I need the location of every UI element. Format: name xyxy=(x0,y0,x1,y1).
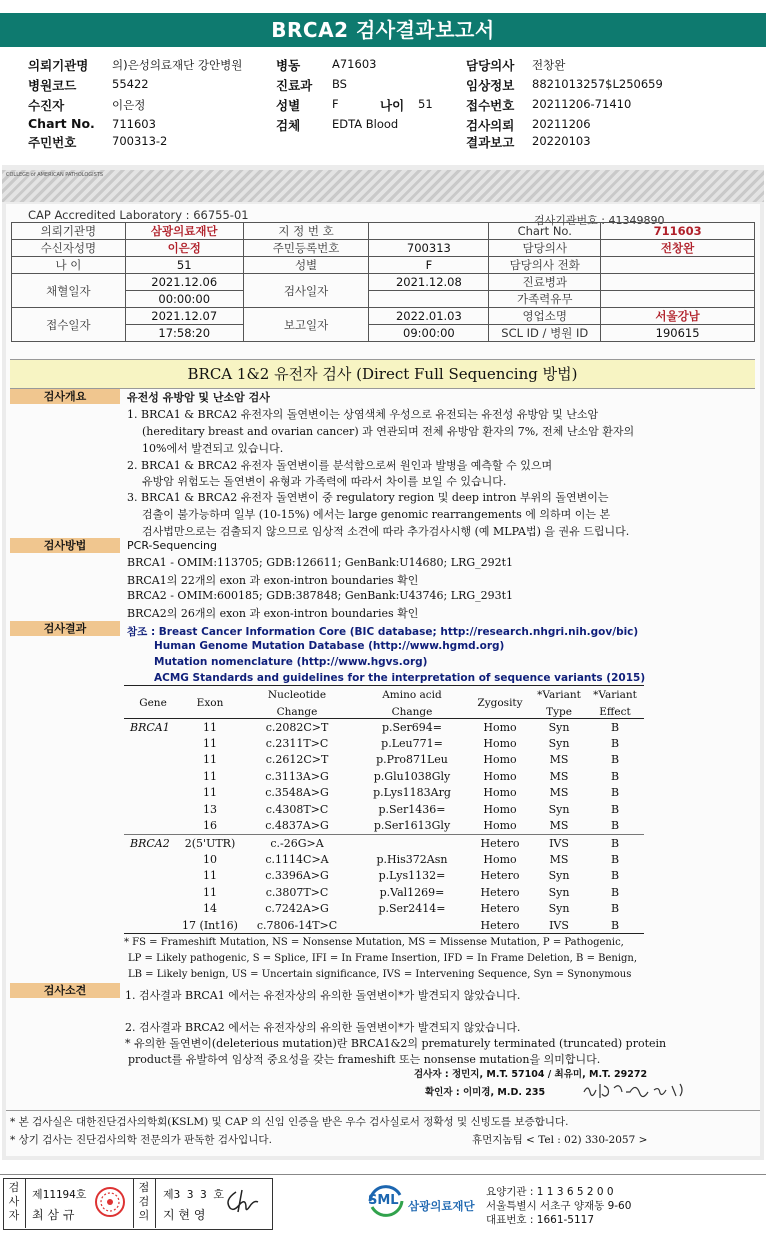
reference-line: ACMG Standards and guidelines for the interpretation of sequence variants (2015) xyxy=(154,672,646,684)
col-amino-acid: Amino acid xyxy=(382,689,442,702)
variant-row xyxy=(124,752,644,768)
cell-variant-effect: B xyxy=(610,753,620,767)
col-variant-effect: *Variant xyxy=(593,689,637,702)
age-label: 나이 xyxy=(380,98,405,113)
recipient-value: 이은정 xyxy=(112,98,146,112)
assay-title: BRCA 1&2 유전자 검사 (Direct Full Sequencing 방법) xyxy=(10,359,755,389)
cell-variant-effect: B xyxy=(610,836,620,850)
collect-time: 00:00:00 xyxy=(125,291,243,308)
variant-row xyxy=(124,884,644,900)
inst-value: 삼광의료재단 xyxy=(125,223,243,240)
ward-label: 병동 xyxy=(276,58,301,73)
cell-nucleotide-change: c.4308T>C xyxy=(265,802,329,816)
reference-line: Human Genome Mutation Database (http://www.hgmd.org) xyxy=(154,640,505,652)
cell-amino-acid-change: p.Ser1613Gly xyxy=(373,819,451,833)
sex-value: F xyxy=(332,97,339,111)
table-top-rule xyxy=(124,685,644,686)
variant-row xyxy=(124,917,644,933)
tester-label: 검사자 xyxy=(8,1181,20,1222)
specimen-label: 검체 xyxy=(276,118,301,133)
overview-line: 유방암 위험도는 돌연변이 유형과 가족력에 따라서 차이를 보일 수 있습니다. xyxy=(142,475,507,488)
collect-label: 채혈일자 xyxy=(12,274,126,308)
cell-amino-acid-change: p.Ser1436= xyxy=(378,802,446,816)
overview-line: 검출이 불가능하며 일부 (10-15%) 에서는 large genomic rearrangements 에 의하며 이는 본 xyxy=(142,508,611,521)
test-date: 2021.12.08 xyxy=(369,274,489,291)
info-age-label: 나 이 xyxy=(12,257,126,274)
variant-row xyxy=(124,785,644,801)
patient-info-table xyxy=(11,222,755,342)
cell-amino-acid-change: p.Lys1183Arg xyxy=(373,786,451,800)
org-name: 삼광의료재단 xyxy=(408,1199,475,1213)
finding-note: product를 유발하여 임상적 중요성을 갖는 frameshift 또는 nonsense mutation을 의미합니다. xyxy=(128,1053,601,1066)
cell-variant-type: Syn xyxy=(548,902,570,916)
cell-exon: 11 xyxy=(203,885,217,899)
doctor-phone-value xyxy=(601,257,755,274)
overview-heading: 유전성 유방암 및 난소암 검사 xyxy=(127,391,270,404)
reference-line: Mutation nomenclature (http://www.hgvs.org) xyxy=(154,656,428,668)
reference-line: 참조 : Breast Cancer Information Core (BIC database; http://research.nhgri.nih.gov/bic) xyxy=(127,626,639,638)
variant-row xyxy=(124,801,644,817)
cell-variant-type: Syn xyxy=(548,869,570,883)
certification-note: * 본 검사실은 대한진단검사의학회(KSLM) 및 CAP 의 신임 인증을 받은 우수 검사실로서 정확성 및 신빙도를 보증합니다. xyxy=(10,1116,569,1128)
cell-exon: 16 xyxy=(203,819,217,833)
cell-variant-effect: B xyxy=(610,769,620,783)
info-rrn-value: 700313 xyxy=(369,240,489,257)
info-sex-label: 성별 xyxy=(243,257,369,274)
cell-amino-acid-change: p.Lys1132= xyxy=(378,869,446,883)
cell-nucleotide-change: c.1114C>A xyxy=(265,853,329,867)
checker-number: 제3 3 3 호 xyxy=(163,1188,224,1201)
cell-gene xyxy=(124,801,182,817)
cell-variant-type: Syn xyxy=(548,737,570,751)
designated-label: 지 정 번 호 xyxy=(243,223,369,240)
cell-nucleotide-change: c.3113A>G xyxy=(265,769,329,783)
col-variant-type-sub: Type xyxy=(546,705,572,718)
cell-exon: 17 (Int16) xyxy=(182,918,238,932)
cell-variant-type: MS xyxy=(549,753,569,767)
cell-nucleotide-change: c.2082C>T xyxy=(265,720,329,734)
cell-gene: BRCA1 xyxy=(130,720,170,734)
cell-nucleotide-change: c.2311T>C xyxy=(265,737,329,751)
cell-gene: BRCA2 xyxy=(130,836,170,850)
cell-exon: 11 xyxy=(203,786,217,800)
cell-zygosity: Homo xyxy=(483,786,517,800)
family-value xyxy=(601,291,755,308)
dept-value: BS xyxy=(332,77,347,91)
result-value: 20220103 xyxy=(532,134,591,148)
hospital-label: 의뢰기관명 xyxy=(28,58,89,73)
reading-note: * 상기 검사는 진단검사의학 전문의가 판독한 검사입니다. xyxy=(10,1134,272,1146)
team-contact: 휴먼지놈팀 < Tel : 02) 330-2057 > xyxy=(472,1134,648,1146)
chart-value: 711603 xyxy=(112,117,156,131)
variant-row xyxy=(124,768,644,784)
tester-number: 제11194호 xyxy=(32,1188,87,1201)
method-heading: PCR-Sequencing xyxy=(127,539,217,552)
scl-label: SCL ID / 병원 ID xyxy=(489,325,601,342)
cap-accreditation: CAP Accredited Laboratory : 66755-01 xyxy=(28,208,249,222)
family-label: 가족력유무 xyxy=(489,291,601,308)
checker-name: 지 현 영 xyxy=(163,1208,206,1222)
col-amino-acid-sub: Change xyxy=(391,705,433,718)
cell-gene xyxy=(124,817,182,833)
cell-gene xyxy=(124,884,182,900)
cell-gene xyxy=(124,768,182,784)
box-divider xyxy=(25,1178,26,1228)
method-line: BRCA2 - OMIM:600185; GDB:387848; GenBank:U43746; LRG_293t1 xyxy=(127,589,514,602)
cell-zygosity: Hetero xyxy=(480,885,520,899)
tested-by: 검사자 : 정민지, M.T. 57104 / 최유미, M.T. 29272 xyxy=(414,1069,648,1080)
overview-line: 2. BRCA1 & BRCA2 유전자 돌연변이를 분석함으로써 원인과 발병을 예측할 수 있으며 xyxy=(127,459,553,472)
cell-nucleotide-change: c.7242A>G xyxy=(265,902,329,916)
org-code: 요양기관 : 1 1 3 6 5 2 0 0 xyxy=(486,1186,614,1198)
overview-label: 검사개요 xyxy=(10,389,120,404)
table-bottom-rule xyxy=(124,933,644,934)
findings-label: 검사소견 xyxy=(10,983,120,998)
cell-exon: 11 xyxy=(203,769,217,783)
recipient-label: 수진자 xyxy=(28,98,65,113)
report-time: 09:00:00 xyxy=(369,325,489,342)
cap-banner-stripe xyxy=(2,170,764,202)
ward-value: A71603 xyxy=(332,57,377,71)
certification-rule xyxy=(6,1110,760,1111)
cell-nucleotide-change: c.7806-14T>C xyxy=(256,918,338,932)
cell-exon: 11 xyxy=(203,869,217,883)
cell-nucleotide-change: c.3548A>G xyxy=(265,786,329,800)
info-doctor-value: 전창완 xyxy=(601,240,755,257)
cell-zygosity: Homo xyxy=(483,853,517,867)
name-value: 이은정 xyxy=(125,240,243,257)
logo-text: SML xyxy=(368,1193,399,1208)
col-variant-type: *Variant xyxy=(537,689,581,702)
brca1-variant-table xyxy=(124,719,644,834)
cell-zygosity: Homo xyxy=(483,819,517,833)
request-value: 20211206 xyxy=(532,117,591,131)
cell-amino-acid-change xyxy=(356,835,468,851)
variant-row xyxy=(124,851,644,867)
variant-row xyxy=(124,835,644,851)
cell-zygosity: Homo xyxy=(483,753,517,767)
overview-line: 1. BRCA1 & BRCA2 유전자의 돌연변이는 상염색체 우성으로 유전되는 유전성 유방암 및 난소암 xyxy=(127,408,599,421)
org-phone: 대표번호 : 1661-5117 xyxy=(486,1214,595,1226)
clinical-value: 8821013257$L250659 xyxy=(532,77,663,91)
cell-gene xyxy=(124,785,182,801)
confirmed-by: 확인자 : 이미경, M.D. 235 xyxy=(425,1087,546,1098)
confirmer-signature-icon xyxy=(580,1078,698,1102)
receipt-label: 접수번호 xyxy=(466,98,515,113)
cell-variant-effect: B xyxy=(610,802,620,816)
cell-gene xyxy=(124,868,182,884)
cell-exon: 14 xyxy=(203,902,217,916)
cell-gene xyxy=(124,917,182,933)
cell-variant-effect: B xyxy=(610,885,620,899)
footnote-line: LB = Likely benign, US = Uncertain significance, IVS = Intervening Sequence, Syn = Synonymous xyxy=(128,969,632,980)
info-age-value: 51 xyxy=(125,257,243,274)
cell-variant-type: Syn xyxy=(548,720,570,734)
receipt-value: 20211206-71410 xyxy=(532,97,632,111)
sex-label: 성별 xyxy=(276,98,301,113)
cell-gene xyxy=(124,752,182,768)
brca2-variant-table xyxy=(124,835,644,933)
cell-nucleotide-change: c.3807T>C xyxy=(265,885,329,899)
cell-exon: 11 xyxy=(203,753,217,767)
cell-nucleotide-change: c.2612C>T xyxy=(265,753,329,767)
report-date: 2022.01.03 xyxy=(369,308,489,325)
dept-label: 진료과 xyxy=(276,78,313,93)
cell-variant-type: IVS xyxy=(549,836,569,850)
col-nucleotide: Nucleotide xyxy=(267,689,327,702)
box-divider xyxy=(133,1178,134,1228)
cell-variant-type: MS xyxy=(549,853,569,867)
cell-zygosity: Hetero xyxy=(480,902,520,916)
cell-zygosity: Hetero xyxy=(480,869,520,883)
age-value: 51 xyxy=(418,97,433,111)
doctor-label: 담당의사 xyxy=(466,58,515,73)
cell-zygosity: Homo xyxy=(483,802,517,816)
dept-label-info: 진료병과 xyxy=(489,274,601,291)
cell-variant-type: Syn xyxy=(548,885,570,899)
variant-table-header xyxy=(124,687,644,720)
name-label: 수신자성명 xyxy=(12,240,126,257)
result-label: 결과보고 xyxy=(466,135,515,150)
collect-date: 2021.12.06 xyxy=(125,274,243,291)
info-chart-label: Chart No. xyxy=(489,223,601,240)
checker-label: 점검의 xyxy=(138,1181,150,1222)
test-time xyxy=(369,291,489,308)
cell-amino-acid-change xyxy=(356,917,468,933)
cell-zygosity: Hetero xyxy=(480,836,520,850)
checker-signature-icon xyxy=(222,1186,262,1218)
cell-variant-effect: B xyxy=(610,853,620,867)
finding-brca2: 2. 검사결과 BRCA2 에서는 유전자상의 유의한 돌연변이*가 발견되지 않았습니다. xyxy=(125,1021,521,1034)
cell-variant-type: Syn xyxy=(548,802,570,816)
cell-amino-acid-change: p.Val1269= xyxy=(379,885,445,899)
cell-exon: 2(5'UTR) xyxy=(184,836,236,850)
receive-time: 17:58:20 xyxy=(125,325,243,342)
hospital-value: 의)은성의료재단 강안병원 xyxy=(112,58,243,72)
cell-variant-effect: B xyxy=(610,869,620,883)
footnote-line: * FS = Frameshift Mutation, NS = Nonsense Mutation, MS = Missense Mutation, P = Pathogenic, xyxy=(124,937,624,948)
cell-variant-type: IVS xyxy=(549,918,569,932)
cell-exon: 13 xyxy=(203,802,217,816)
report-title: BRCA2 검사결과보고서 xyxy=(0,13,766,47)
dept-value-info xyxy=(601,274,755,291)
tester-seal-icon xyxy=(94,1186,126,1218)
doctor-phone-label: 담당의사 전화 xyxy=(489,257,601,274)
cell-amino-acid-change: p.Leu771= xyxy=(381,737,443,751)
info-rrn-label: 주민등록번호 xyxy=(243,240,369,257)
info-doctor-label: 담당의사 xyxy=(489,240,601,257)
cell-variant-effect: B xyxy=(610,918,620,932)
cell-amino-acid-change: p.Pro871Leu xyxy=(376,753,448,767)
overview-line: 10%에서 발견되고 있습니다. xyxy=(142,442,284,455)
cell-amino-acid-change: p.His372Asn xyxy=(376,853,448,867)
variant-row xyxy=(124,719,644,735)
finding-brca1: 1. 검사결과 BRCA1 에서는 유전자상의 유의한 돌연변이*가 발견되지 않았습니다. xyxy=(125,989,521,1002)
college-text: COLLEGE of AMERICAN PATHOLOGISTS xyxy=(6,172,104,178)
overview-line: (hereditary breast and ovarian cancer) 과 연관되며 전체 유방암 환자의 7%, 전체 난소암 환자의 xyxy=(142,425,635,438)
cell-gene xyxy=(124,851,182,867)
cell-nucleotide-change: c.4837A>G xyxy=(265,819,329,833)
cell-zygosity: Hetero xyxy=(480,918,520,932)
method-line: BRCA1의 22개의 exon 과 exon-intron boundaries 확인 xyxy=(127,574,419,587)
variant-row xyxy=(124,817,644,833)
clinical-label: 임상정보 xyxy=(466,78,515,93)
receive-label: 접수일자 xyxy=(12,308,126,342)
cell-gene xyxy=(124,735,182,751)
variant-row xyxy=(124,868,644,884)
org-address: 서울특별시 서초구 양재동 9-60 xyxy=(486,1200,632,1212)
cell-exon: 11 xyxy=(203,737,217,751)
cell-nucleotide-change: c.3396A>G xyxy=(265,869,329,883)
cell-exon: 10 xyxy=(203,853,217,867)
col-exon: Exon xyxy=(196,697,224,710)
scl-value: 190615 xyxy=(601,325,755,342)
branch-value: 서울강남 xyxy=(601,308,755,325)
receive-date: 2021.12.07 xyxy=(125,308,243,325)
method-label: 검사방법 xyxy=(10,538,120,553)
doctor-value: 전창완 xyxy=(532,58,566,72)
finding-note: * 유의한 돌연변이(deleterious mutation)란 BRCA1&2의 prematurely terminated (truncated) protein xyxy=(125,1037,667,1050)
test-label: 검사일자 xyxy=(243,274,369,308)
inst-label: 의뢰기관명 xyxy=(12,223,126,240)
cell-amino-acid-change: p.Ser2414= xyxy=(378,902,446,916)
cell-variant-effect: B xyxy=(610,720,620,734)
method-line: BRCA1 - OMIM:113705; GDB:126611; GenBank:U14680; LRG_292t1 xyxy=(127,556,514,569)
results-label: 검사결과 xyxy=(10,621,120,636)
branch-label: 영업소명 xyxy=(489,308,601,325)
col-gene: Gene xyxy=(139,697,167,710)
info-chart-value: 711603 xyxy=(601,223,755,240)
cell-nucleotide-change: c.-26G>A xyxy=(270,836,324,850)
designated-value xyxy=(369,223,489,240)
cell-zygosity: Homo xyxy=(483,737,517,751)
overview-line: 검사법만으로는 검출되지 않으므로 임상적 소견에 따라 추가검사시행 (예 MLPA법) 을 권유 드립니다. xyxy=(142,525,630,538)
cell-variant-effect: B xyxy=(610,902,620,916)
info-sex-value: F xyxy=(369,257,489,274)
method-line: BRCA2의 26개의 exon 과 exon-intron boundaries 확인 xyxy=(127,607,419,620)
specimen-value: EDTA Blood xyxy=(332,117,399,131)
rrn-label: 주민번호 xyxy=(28,135,77,150)
chart-label: Chart No. xyxy=(28,116,95,131)
cell-zygosity: Homo xyxy=(483,720,517,734)
cell-variant-effect: B xyxy=(610,737,620,751)
cell-zygosity: Homo xyxy=(483,769,517,783)
cell-variant-type: MS xyxy=(549,786,569,800)
footnote-line: LP = Likely pathogenic, S = Splice, IFI = In Frame Insertion, IFD = In Frame Deletion, B = Benign, xyxy=(128,953,638,964)
variant-row xyxy=(124,901,644,917)
cell-exon: 11 xyxy=(203,720,217,734)
report-label: 보고일자 xyxy=(243,308,369,342)
cell-amino-acid-change: p.Glu1038Gly xyxy=(373,769,451,783)
cell-variant-type: MS xyxy=(549,769,569,783)
request-label: 검사의뢰 xyxy=(466,118,515,133)
col-nucleotide-sub: Change xyxy=(276,705,318,718)
overview-line: 3. BRCA1 & BRCA2 유전자 돌연변이 중 regulatory region 및 deep intron 부위의 돌연변이는 xyxy=(127,491,609,504)
box-divider xyxy=(155,1178,156,1228)
cell-gene xyxy=(124,901,182,917)
code-label: 병원코드 xyxy=(28,78,77,93)
cell-amino-acid-change: p.Ser694= xyxy=(381,720,443,734)
cell-variant-type: MS xyxy=(549,819,569,833)
col-variant-effect-sub: Effect xyxy=(599,705,631,718)
rrn-value: 700313-2 xyxy=(112,134,168,148)
code-value: 55422 xyxy=(112,77,149,91)
variant-row xyxy=(124,735,644,751)
tester-name: 최 삼 규 xyxy=(32,1208,75,1222)
col-zygosity: Zygosity xyxy=(477,697,523,710)
lab-number: 검사기관번호 : 41349890 xyxy=(534,214,665,227)
cell-variant-effect: B xyxy=(610,819,620,833)
cell-variant-effect: B xyxy=(610,786,620,800)
